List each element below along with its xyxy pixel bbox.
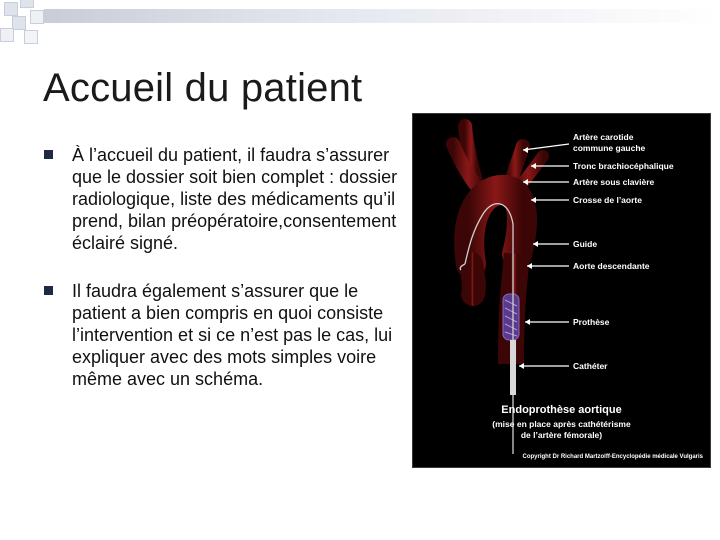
label-aorte-descendante: Aorte descendante [573, 261, 650, 271]
label-carotide-1: Artère carotide [573, 132, 634, 142]
header-bar [44, 9, 720, 23]
corner-decoration [0, 0, 90, 50]
label-sous-claviere: Artère sous clavière [573, 177, 655, 187]
caption-line-1: (mise en place après cathétérisme [492, 419, 631, 429]
bullet-text: Il faudra également s’assurer que le patient a bien compris en quoi consiste l’intervention et si ce n’est pas le cas, lui expliquer avec des mots simples voire même avec un schéma. [72, 281, 393, 389]
caption-title: Endoprothèse aortique [501, 404, 622, 416]
ascending-aorta [471, 264, 474, 294]
bullet-item [44, 280, 404, 390]
caption-line-2: de l’artère fémorale) [520, 430, 603, 440]
bullet-list [44, 144, 404, 416]
bullet-text: À l’accueil du patient, il faudra s’assurer que le dossier soit bien complet : dossier radiologique, liste des médicaments qu’il prend, bilan préopératoire,consentement éclairé signé. [72, 145, 398, 253]
aortic-arch [469, 190, 522, 264]
copyright-text: Copyright Dr Richard Martzolff-Encyclopédie médicale Vulgaris [522, 454, 703, 460]
slide-title: Accueil du patient [43, 66, 363, 110]
label-guide: Guide [573, 239, 598, 249]
label-crosse: Crosse de l’aorte [573, 195, 642, 205]
label-carotide-2: commune gauche [573, 143, 646, 153]
prosthesis-mesh [503, 294, 519, 340]
label-prothese: Prothèse [573, 317, 610, 327]
aorta-endoprosthesis-figure [412, 113, 711, 468]
label-tronc: Tronc brachiocéphalique [573, 161, 674, 171]
bullet-item [44, 144, 404, 254]
catheter [510, 340, 516, 395]
square-bullet-icon [44, 150, 53, 159]
square-bullet-icon [44, 286, 53, 295]
label-catheter: Cathéter [573, 361, 608, 371]
